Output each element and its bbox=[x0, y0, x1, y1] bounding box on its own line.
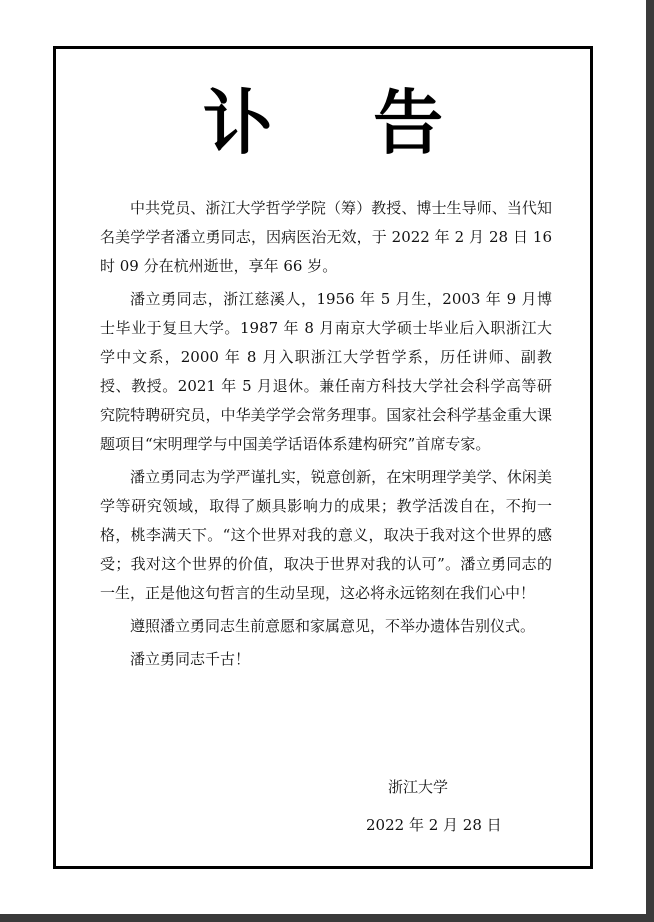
paragraph-arrangements: 遵照潘立勇同志生前意愿和家属意见，不举办遗体告别仪式。 bbox=[130, 617, 536, 635]
paragraph-achievements: 潘立勇同志为学严谨扎实，锐意创新，在宋明理学美学、休闲美学等研究领域，取得了颇具影响力的成果；教学活泼自在，不拘一格，桃李满天下。“这个世界对我的意义，取决于我对这个世界的感受；我对这个世界的价值，取决于世界对我的认可”。潘立勇同志的一生，正是他这句哲言的生动呈现，这必将永远铭刻在我们心中！ bbox=[100, 468, 552, 602]
signature-date-text: 2022 年 2 月 28 日 bbox=[366, 816, 502, 834]
paragraph-biography: 潘立勇同志，浙江慈溪人，1956 年 5 月生，2003 年 9 月博士毕业于复旦大学。1987 年 8 月南京大学硕士毕业后入职浙江大学中文系，2000 年 8 月入职浙江大学哲学系，历任讲师、副教授、教授。2021 年 5 月退休。兼任南方科技大学社会科学高等研究院特聘研究员，中华美学学会常务理事。国家社会科学基金重大课题项目“宋明理学与中国美学话语体系建构研究”首席专家。 bbox=[100, 290, 552, 453]
document-body bbox=[100, 194, 552, 678]
paragraph-announcement: 中共党员、浙江大学哲学学院（筹）教授、博士生导师、当代知名美学学者潘立勇同志，因病医治无效，于 2022 年 2 月 28 日 16 时 09 分在杭州逝世，享年 66 岁。 bbox=[100, 199, 552, 275]
document-title: 讣 告 bbox=[202, 82, 482, 164]
signature-organization-text: 浙江大学 bbox=[388, 778, 449, 796]
paragraph-farewell: 潘立勇同志千古！ bbox=[130, 650, 251, 668]
